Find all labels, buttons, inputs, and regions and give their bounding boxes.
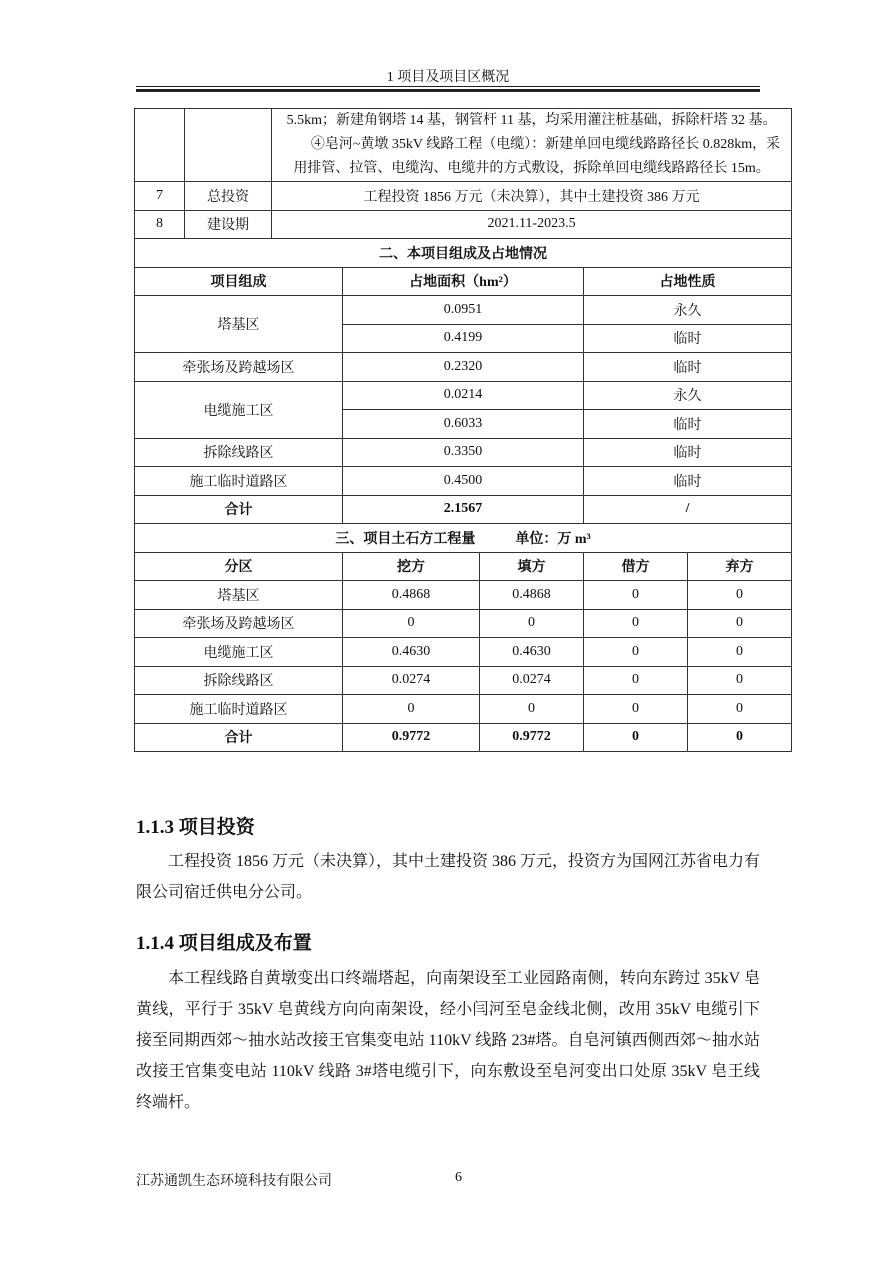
- sec2-row-nature: 临时: [584, 438, 792, 467]
- section-1-1-3-paragraph: 工程投资 1856 万元（未决算），其中土建投资 386 万元，投资方为国网江苏省电力有限公司宿迁供电分公司。: [136, 853, 761, 901]
- sec2-row-name: 电缆施工区: [135, 381, 343, 438]
- row8-value: 2021.11-2023.5: [272, 210, 792, 239]
- sec2-header-nature: 占地性质: [584, 267, 792, 296]
- sec2-row-nature: 临时: [584, 467, 792, 496]
- sec2-row-nature: 临时: [584, 353, 792, 382]
- section2-title: 二、本项目组成及占地情况: [135, 239, 792, 268]
- row-no-blank: [135, 109, 185, 182]
- row8-label: 建设期: [185, 210, 272, 239]
- sec3-total-borrow: 0: [584, 723, 688, 752]
- description-cell: [272, 109, 792, 182]
- sec3-header-cut: 挖方: [343, 552, 480, 581]
- sec2-row-name: 塔基区: [135, 296, 343, 353]
- row7-no: 7: [135, 182, 185, 211]
- row7-label: 总投资: [185, 182, 272, 211]
- sec3-cell-cut: 0.0274: [343, 666, 480, 695]
- page-number: 6: [455, 1170, 462, 1185]
- sec2-row-nature: 永久: [584, 381, 792, 410]
- sec2-row-name: 施工临时道路区: [135, 467, 343, 496]
- header-rule-thin: [136, 86, 760, 87]
- row-label-blank: [185, 109, 272, 182]
- sec3-total-label: 合计: [135, 723, 343, 752]
- section-1-1-4-paragraph: 本工程线路自黄墩变出口终端塔起，向南架设至工业园路南侧，转向东跨过 35kV 皂黄线，平行于 35kV 皂黄线方向向南架设，经小闫河至皂金线北侧，改用 35kV 电缆引下接至同期西郊～抽水站改接王官集变电站 110kV 线路 23#塔。自皂河镇西侧西郊～抽水站改接王官集变电站 110kV 线路 3#塔电缆引下，向东敷设至皂河变出口处原 35kV 皂王线终端杆。: [136, 970, 760, 1111]
- sec2-total-area: 2.1567: [343, 495, 584, 524]
- sec3-cell-zone: 牵张场及跨越场区: [135, 609, 343, 638]
- sec2-row-nature: 临时: [584, 410, 792, 439]
- footer-company: 江苏通凯生态环境科技有限公司: [136, 1174, 332, 1189]
- sec3-cell-zone: 塔基区: [135, 581, 343, 610]
- sec3-header-fill: 填方: [480, 552, 584, 581]
- sec2-row-area: 0.0951: [343, 296, 584, 325]
- sec3-cell-borrow: 0: [584, 581, 688, 610]
- sec3-header-borrow: 借方: [584, 552, 688, 581]
- sec2-header-component: 项目组成: [135, 267, 343, 296]
- section3-title-cell: [135, 524, 792, 553]
- sec3-cell-borrow: 0: [584, 609, 688, 638]
- page-header: 1 项目及项目区概况: [386, 70, 510, 85]
- sec2-row-area: 0.3350: [343, 438, 584, 467]
- sec3-header-spoil: 弃方: [688, 552, 792, 581]
- sec3-cell-cut: 0.4630: [343, 638, 480, 667]
- sec2-header-area: 占地面积（hm²）: [343, 267, 584, 296]
- section-1-1-3-heading: 1.1.3 项目投资: [136, 817, 255, 838]
- sec3-cell-spoil: 0: [688, 638, 792, 667]
- sec2-row-nature: 永久: [584, 296, 792, 325]
- sec3-cell-spoil: 0: [688, 581, 792, 610]
- section3-title: 三、项目土石方工程量: [335, 531, 476, 547]
- sec3-cell-spoil: 0: [688, 695, 792, 724]
- desc-line-2: ④皂河~黄墩 35kV 线路工程（电缆）：新建单回电缆线路路径长 0.828km，采用排管、拉管、电缆沟、电缆井的方式敷设，拆除单回电缆线路路径长 15m。: [293, 137, 781, 176]
- sec3-cell-fill: 0: [480, 695, 584, 724]
- project-table: [134, 108, 792, 752]
- sec3-cell-fill: 0.4630: [480, 638, 584, 667]
- sec3-header-zone: 分区: [135, 552, 343, 581]
- sec2-row-nature: 临时: [584, 324, 792, 353]
- sec3-cell-cut: 0: [343, 695, 480, 724]
- row8-no: 8: [135, 210, 185, 239]
- sec3-cell-borrow: 0: [584, 638, 688, 667]
- desc-line-1: 5.5km；新建角钢塔 14 基，钢管杆 11 基，均采用灌注桩基础，拆除杆塔 32 基。: [286, 113, 777, 128]
- section3-unit: 单位：万 m³: [515, 531, 591, 547]
- sec3-total-spoil: 0: [688, 723, 792, 752]
- row7-value: 工程投资 1856 万元（未决算），其中土建投资 386 万元: [272, 182, 792, 211]
- section-1-1-4-heading: 1.1.4 项目组成及布置: [136, 933, 312, 954]
- sec2-total-label: 合计: [135, 495, 343, 524]
- sec2-row-name: 拆除线路区: [135, 438, 343, 467]
- sec3-cell-fill: 0.4868: [480, 581, 584, 610]
- sec2-row-area: 0.4500: [343, 467, 584, 496]
- sec2-row-area: 0.2320: [343, 353, 584, 382]
- sec3-cell-spoil: 0: [688, 609, 792, 638]
- sec3-total-fill: 0.9772: [480, 723, 584, 752]
- sec2-row-area: 0.6033: [343, 410, 584, 439]
- sec2-row-area: 0.4199: [343, 324, 584, 353]
- sec2-row-name: 牵张场及跨越场区: [135, 353, 343, 382]
- sec3-cell-borrow: 0: [584, 666, 688, 695]
- sec3-cell-cut: 0: [343, 609, 480, 638]
- sec3-cell-cut: 0.4868: [343, 581, 480, 610]
- sec3-total-cut: 0.9772: [343, 723, 480, 752]
- sec3-cell-fill: 0.0274: [480, 666, 584, 695]
- sec3-cell-borrow: 0: [584, 695, 688, 724]
- sec3-cell-fill: 0: [480, 609, 584, 638]
- sec2-total-nature: /: [584, 495, 792, 524]
- header-rule-thick: [136, 89, 760, 92]
- sec3-cell-spoil: 0: [688, 666, 792, 695]
- sec3-cell-zone: 电缆施工区: [135, 638, 343, 667]
- sec3-cell-zone: 拆除线路区: [135, 666, 343, 695]
- sec2-row-area: 0.0214: [343, 381, 584, 410]
- sec3-cell-zone: 施工临时道路区: [135, 695, 343, 724]
